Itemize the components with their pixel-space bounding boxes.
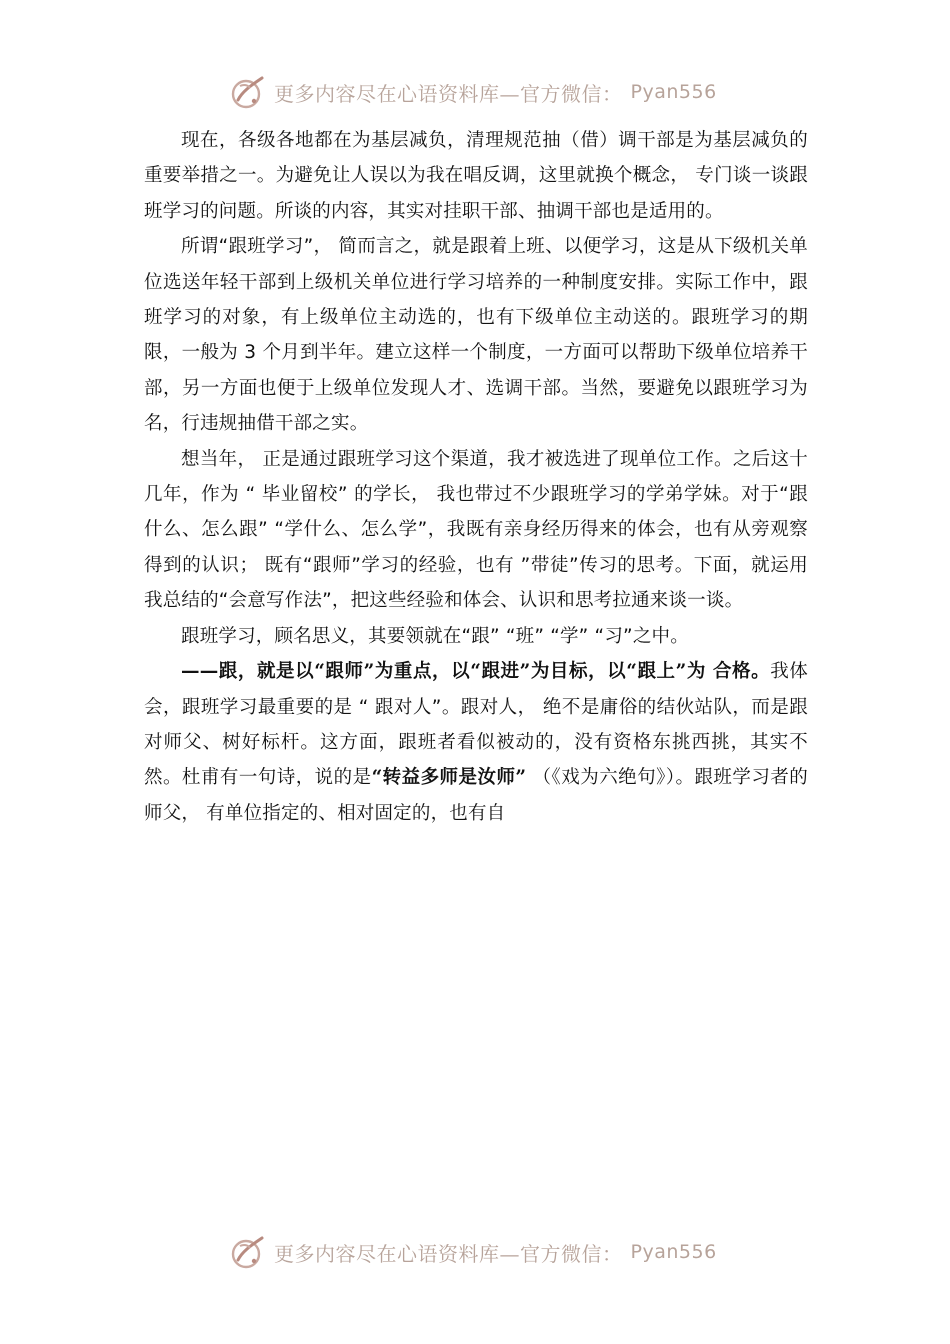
paragraph-1: 现在，各级各地都在为基层减负，清理规范抽（借）调干部是为基层减负的重要举措之一。为避免让人误以为我在唱反调，这里就换个概念， 专门谈一谈跟班学习的问题。所谈的内容，其实对挂职干部、抽调干部也是适用的。 xyxy=(144,130,808,222)
header-watermark xyxy=(230,72,717,112)
paragraph-5-tail: （《戏为六绝句》）。跟班学习者的师父， 有单位指定的、相对固定的，也有自 xyxy=(144,767,808,824)
watermark-wechat-id: Pyan556 xyxy=(630,81,717,103)
paragraph-2: 所谓“跟班学习”， 简而言之，就是跟着上班、以便学习，这是从下级机关单位选送年轻干部到上级机关单位进行学习培养的一种制度安排。实际工作中，跟班学习的对象，有上级单位主动选的，也有下级单位主动送的。跟班学习的期限，一般为 3 个月到半年。建立这样一个制度，一方面可以帮助下级单位培养干部，另一方面也便于上级单位发现人才、选调干部。当然，要避免以跟班学习为名，行违规抽借干部之实。 xyxy=(144,236,808,435)
watermark-wechat-id: Pyan556 xyxy=(630,1241,717,1263)
document-body xyxy=(144,123,808,831)
footer-watermark xyxy=(230,1232,717,1272)
paragraph-4: 跟班学习，顾名思义，其要领就在“跟” “班” “学” “习”之中。 xyxy=(181,625,689,647)
paragraph-5 xyxy=(144,654,808,831)
paragraph-5-quote: “转益多师是汝师” xyxy=(371,767,527,789)
watermark-brand-text: 更多内容尽在心语资料库—官方微信： xyxy=(274,81,623,106)
paragraph-5-body: 我体会，跟班学习最重要的是 “ 跟对人”。跟对人， 绝不是庸俗的结伙站队，而是跟对师父、树好标杆。这方面，跟班者看似被动的，没有资格东挑西挑，其实不然。杜甫有一句诗，说的是 xyxy=(144,661,809,789)
brush-logo-icon xyxy=(230,74,266,110)
brush-logo-icon xyxy=(230,1234,266,1270)
watermark-brand-text: 更多内容尽在心语资料库—官方微信： xyxy=(274,1241,623,1266)
paragraph-5-bold-lead: ——跟，就是以“跟师”为重点，以“跟进”为目标，以“跟上”为 合格。 xyxy=(181,661,771,683)
paragraph-3: 想当年， 正是通过跟班学习这个渠道，我才被选进了现单位工作。之后这十几年，作为 “ 毕业留校” 的学长， 我也带过不少跟班学习的学弟学妹。对于“跟什么、怎么跟” “学什么、怎么学”，我既有亲身经历得来的体会，也有从旁观察得到的认识； 既有“跟师”学习的经验，也有 ”带徒”传习的思考。下面，就运用我总结的“会意写作法”，把这些经验和体会、认识和思考拉通来谈一谈。 xyxy=(144,448,808,612)
